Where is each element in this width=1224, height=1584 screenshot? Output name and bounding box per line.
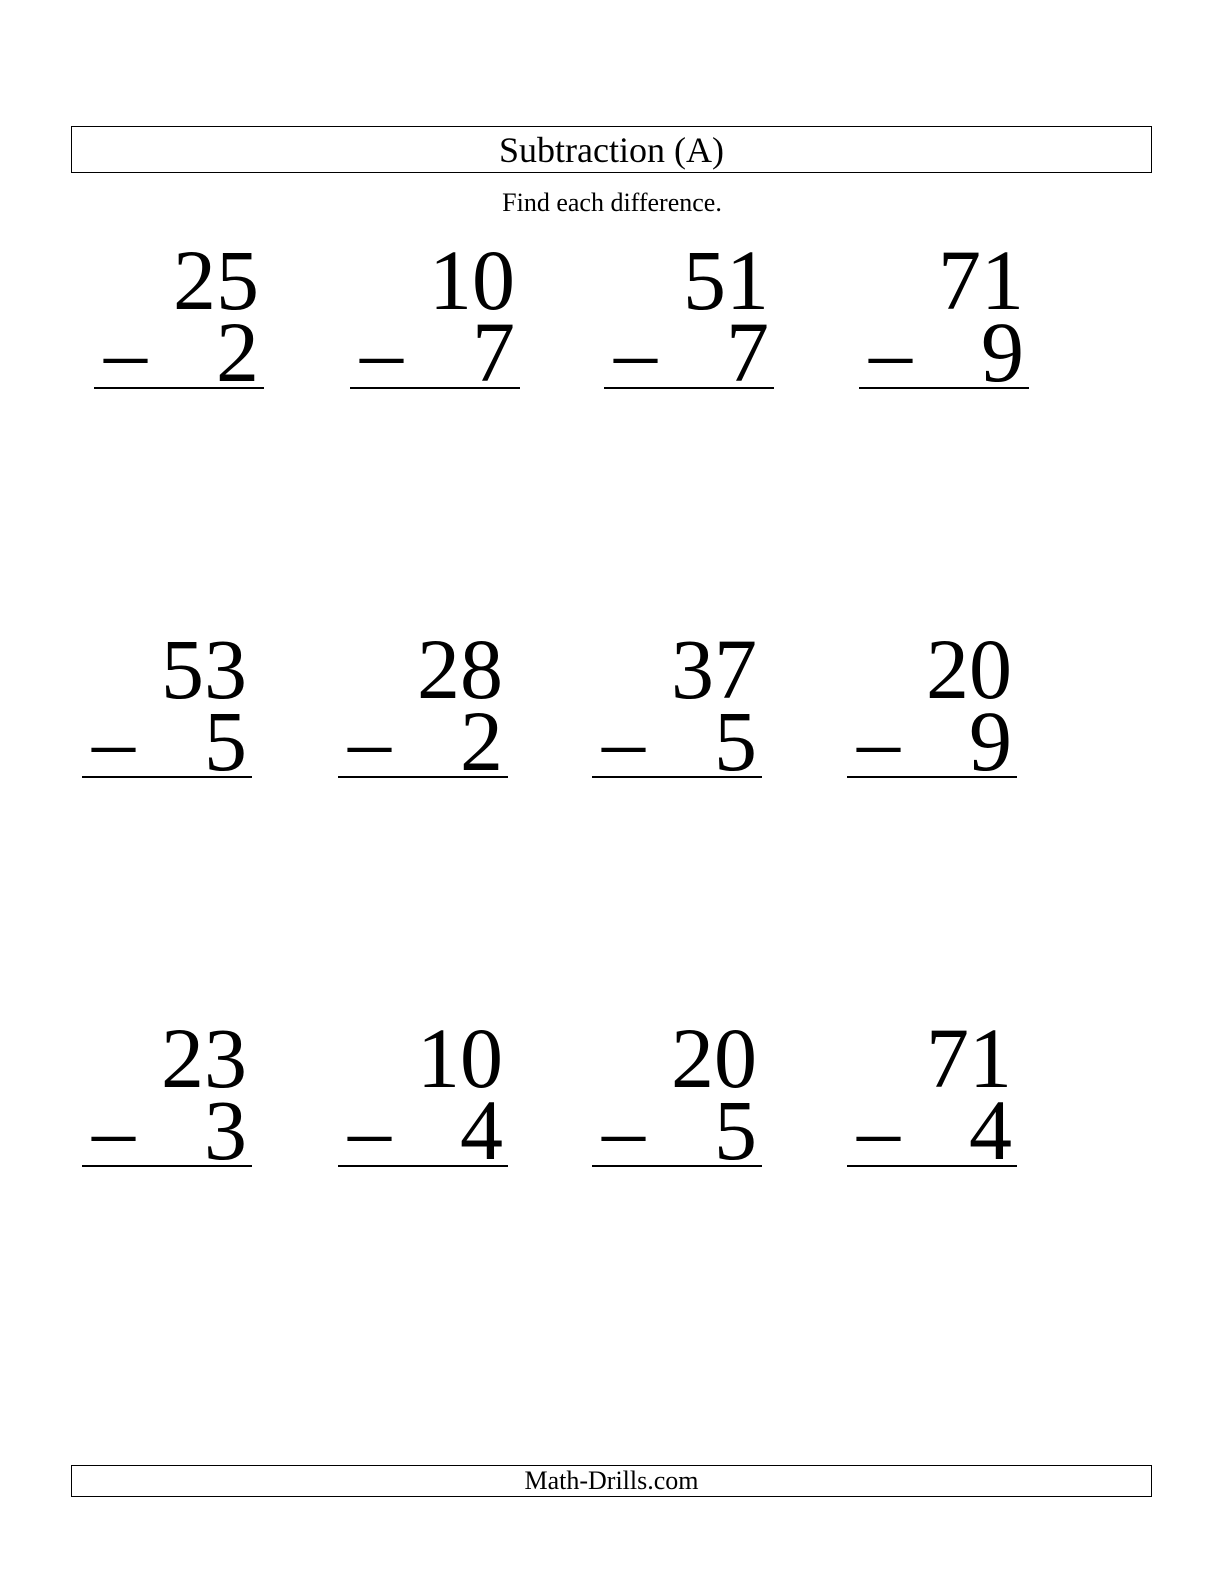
minus-sign: – — [348, 1082, 391, 1178]
minuend: 20 — [671, 1010, 757, 1106]
answer-line — [350, 387, 520, 389]
minuend: 71 — [938, 232, 1024, 328]
minuend: 25 — [173, 232, 259, 328]
subtrahend: 4 — [969, 1082, 1012, 1178]
minus-sign: – — [360, 304, 403, 400]
minus-sign: – — [857, 693, 900, 789]
problem-1 — [94, 232, 264, 400]
subtrahend: 2 — [460, 693, 503, 789]
minuend: 10 — [429, 232, 515, 328]
minus-sign: – — [92, 1082, 135, 1178]
problem-5 — [82, 621, 252, 789]
subtrahend: 5 — [714, 693, 757, 789]
problem-6 — [338, 621, 508, 789]
answer-line — [94, 387, 264, 389]
problem-11 — [592, 1010, 762, 1178]
problem-7 — [592, 621, 762, 789]
answer-line — [592, 1165, 762, 1167]
answer-line — [859, 387, 1029, 389]
footer-text: Math-Drills.com — [524, 1466, 699, 1495]
answer-line — [592, 776, 762, 778]
problem-12 — [847, 1010, 1017, 1178]
answer-line — [847, 1165, 1017, 1167]
minuend: 23 — [161, 1010, 247, 1106]
footer — [71, 1465, 1152, 1497]
minus-sign: – — [92, 693, 135, 789]
minuend: 28 — [417, 621, 503, 717]
minuend: 51 — [683, 232, 769, 328]
subtrahend: 7 — [726, 304, 769, 400]
minus-sign: – — [857, 1082, 900, 1178]
answer-line — [82, 776, 252, 778]
subtrahend: 5 — [204, 693, 247, 789]
subtrahend: 4 — [460, 1082, 503, 1178]
minuend: 20 — [926, 621, 1012, 717]
minuend: 10 — [417, 1010, 503, 1106]
problem-9 — [82, 1010, 252, 1178]
answer-line — [847, 776, 1017, 778]
problem-2 — [350, 232, 520, 400]
problem-8 — [847, 621, 1017, 789]
problem-10 — [338, 1010, 508, 1178]
minus-sign: – — [348, 693, 391, 789]
instructions: Find each difference. — [502, 188, 722, 217]
worksheet-title — [71, 126, 1152, 173]
minus-sign: – — [614, 304, 657, 400]
minus-sign: – — [602, 693, 645, 789]
subtrahend: 3 — [204, 1082, 247, 1178]
answer-line — [338, 776, 508, 778]
subtrahend: 5 — [714, 1082, 757, 1178]
problem-3 — [604, 232, 774, 400]
subtrahend: 9 — [981, 304, 1024, 400]
problem-4 — [859, 232, 1029, 400]
minus-sign: – — [104, 304, 147, 400]
minus-sign: – — [869, 304, 912, 400]
minuend: 37 — [671, 621, 757, 717]
subtrahend: 9 — [969, 693, 1012, 789]
answer-line — [338, 1165, 508, 1167]
answer-line — [82, 1165, 252, 1167]
title-text: Subtraction (A) — [499, 129, 724, 170]
minus-sign: – — [602, 1082, 645, 1178]
subtrahend: 2 — [216, 304, 259, 400]
minuend: 53 — [161, 621, 247, 717]
subtrahend: 7 — [472, 304, 515, 400]
minuend: 71 — [926, 1010, 1012, 1106]
answer-line — [604, 387, 774, 389]
